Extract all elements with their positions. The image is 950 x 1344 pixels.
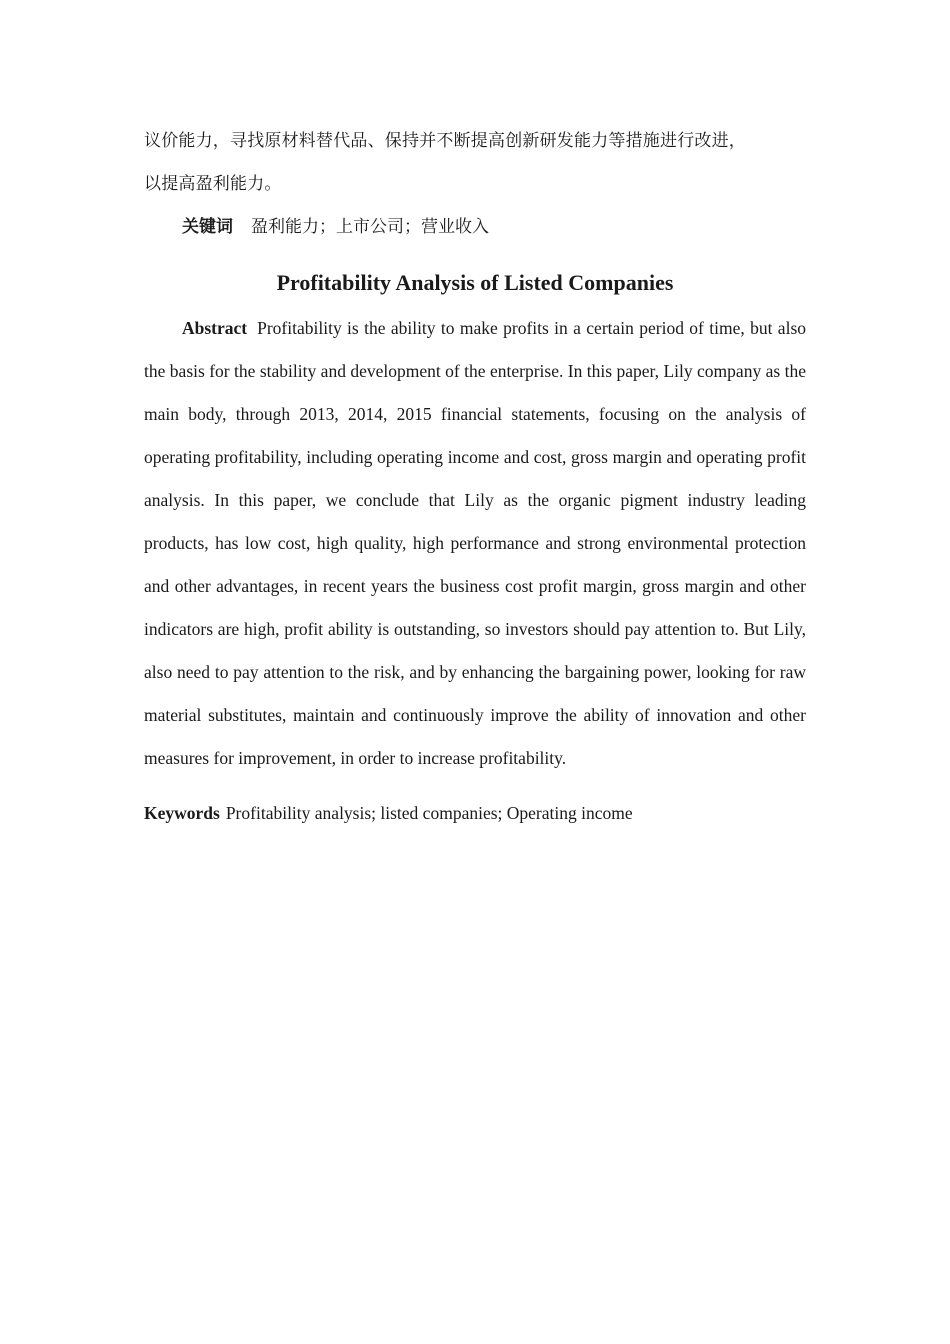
english-keywords-label: Keywords [144,803,220,823]
chinese-keywords-label: 关键词 [182,217,233,237]
chinese-abstract-line: 议价能力，寻找原材料替代品、保持并不断提高创新研发能力等措施进行改进， [144,131,746,151]
english-keywords [144,792,806,835]
english-abstract [144,307,806,780]
document-page [144,120,806,835]
chinese-abstract-line: 以提高盈利能力。 [144,174,282,194]
abstract-text: Profitability is the ability to make profits in a certain period of time, but also the basis for the stability and development of the enterprise. In this paper, Lily company as the main body, through 2013, 2014, 2015 financial statements, focusing on the analysis of operating profitability, including operating income and cost, gross margin and operating profit analysis. In this paper, we conclude that Lily as the organic pigment industry leading products, has low cost, high quality, high performance and strong environmental protection and other advantages, in recent years the business cost profit margin, gross margin and other indicators are high, profit ability is outstanding, so investors should pay attention to. But Lily, also need to pay attention to the risk, and by enhancing the bargaining power, looking for raw material substitutes, maintain and continuously improve the ability of innovation and other measures for improvement, in order to increase profitability. [144,318,806,768]
abstract-label: Abstract [182,318,248,338]
english-title: Profitability Analysis of Listed Companies [276,270,674,295]
english-keywords-value: Profitability analysis; listed companies; Operating income [225,803,633,823]
chinese-keywords-value: 盈利能力；上市公司；营业收入 [251,217,489,237]
chinese-keywords [144,206,806,249]
